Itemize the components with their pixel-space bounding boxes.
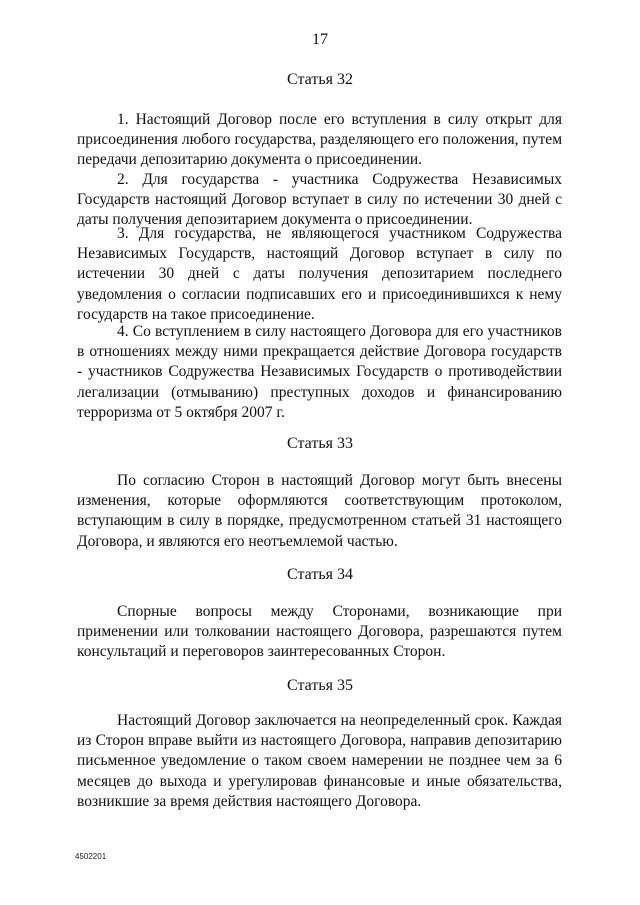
document-code: 4502201 bbox=[75, 852, 107, 861]
article-32-heading: Статья 32 bbox=[287, 71, 353, 88]
article-32-paragraph-4: 4. Со вступлением в силу настоящего Договора для его участников в отношениях между ними прекращается действие Договора государств - участников Содружества Независимых Государств о противодействии легализации (отмыванию) преступных доходов и финансированию терроризма от 5 октября 2007 г. bbox=[77, 323, 562, 421]
page-number: 17 bbox=[312, 31, 328, 48]
article-34-heading: Статья 34 bbox=[287, 566, 353, 583]
article-35-heading: Статья 35 bbox=[287, 677, 353, 694]
article-32-paragraph-1: 1. Настоящий Договор после его вступления в силу открыт для присоединения любого государства, разделяющего его положения, путем передачи депозитарию документа о присоединении. bbox=[77, 111, 562, 169]
article-34-paragraph-1: Спорные вопросы между Сторонами, возникающие при применении или толковании настоящего Договора, разрешаются путем консультаций и переговоров заинтересованных Сторон. bbox=[77, 603, 562, 661]
article-35-paragraph-1: Настоящий Договор заключается на неопределенный срок. Каждая из Сторон вправе выйти из настоящего Договора, направив депозитарию письменное уведомление о таком своем намерении не позднее чем за 6 месяцев до выхода и урегулировав финансовые и иные обязательства, возникшие за время действия настоящего Договора. bbox=[77, 712, 562, 810]
article-33-paragraph-1: По согласию Сторон в настоящий Договор могут быть внесены изменения, которые оформляются соответствующим протоколом, вступающим в силу в порядке, предусмотренном статьей 31 настоящего Договора, и являются его неотъемлемой частью. bbox=[77, 472, 562, 550]
article-32-paragraph-2: 2. Для государства - участника Содружества Независимых Государств настоящий Договор вступает в силу по истечении 30 дней с даты получения депозитарием документа о присоединении. bbox=[77, 171, 562, 229]
article-33-heading: Статья 33 bbox=[287, 435, 353, 452]
article-32-paragraph-3: 3. Для государства, не являющегося участником Содружества Независимых Государств, настоящий Договор вступает в силу по истечении 30 дней с даты получения депозитарием последнего уведомления о согласии подписавших его и присоединившихся к нему государств на такое присоединение. bbox=[77, 225, 562, 323]
